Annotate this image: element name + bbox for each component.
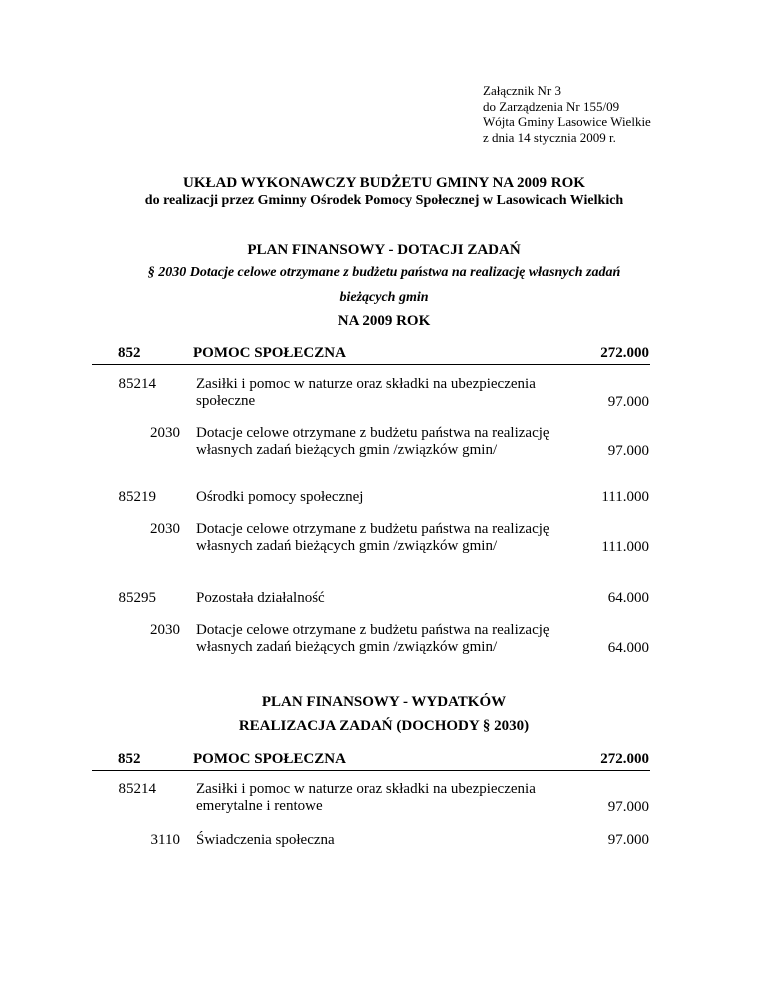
row-amount: 97.000 — [607, 394, 649, 410]
plan1-year: NA 2009 ROK — [337, 313, 431, 329]
row-code: 85295 — [118, 590, 156, 606]
section-amount: 272.000 — [600, 345, 649, 361]
row-description — [196, 622, 576, 656]
row-amount: 97.000 — [607, 443, 649, 459]
row-description — [196, 781, 576, 815]
row-description — [196, 590, 576, 607]
row-description-line: własnych zadań bieżących gmin /związków gmin/ — [196, 442, 498, 458]
annex-line: do Zarządzenia Nr 155/09 — [483, 98, 620, 114]
row-code: 3110 — [150, 832, 180, 848]
row-description-line: Zasiłki i pomoc w naturze oraz składki na ubezpieczenia — [196, 376, 536, 392]
section-name: POMOC SPOŁECZNA — [193, 345, 346, 361]
row-description-line: Zasiłki i pomoc w naturze oraz składki na ubezpieczenia — [196, 781, 536, 797]
row-description — [196, 521, 576, 555]
row-amount: 64.000 — [607, 640, 649, 656]
row-description-line: Dotacje celowe otrzymane z budżetu państwa na realizację — [196, 521, 550, 537]
plan1-heading: PLAN FINANSOWY - DOTACJI ZADAŃ — [247, 242, 521, 258]
row-code: 85214 — [118, 376, 156, 392]
plan1-paragraph-line2: bieżących gmin — [339, 290, 429, 305]
row-amount: 111.000 — [601, 489, 649, 505]
row-description-line: własnych zadań bieżących gmin /związków gmin/ — [196, 639, 498, 655]
plan2-heading: PLAN FINANSOWY - WYDATKÓW — [261, 694, 507, 710]
plan2-subheading: REALIZACJA ZADAŃ (DOCHODY § 2030) — [238, 718, 530, 734]
annex-line: Załącznik Nr 3 — [483, 83, 561, 98]
row-amount: 111.000 — [601, 539, 649, 555]
row-code: 85219 — [118, 489, 156, 505]
row-code: 85214 — [118, 781, 156, 797]
section-rule — [92, 770, 650, 771]
row-description-line: Ośrodki pomocy społecznej — [196, 489, 364, 505]
section-name: POMOC SPOŁECZNA — [193, 751, 346, 767]
row-description — [196, 489, 576, 506]
document-title: UKŁAD WYKONAWCZY BUDŻETU GMINY NA 2009 ROK — [183, 175, 585, 191]
row-description-line: własnych zadań bieżących gmin /związków gmin/ — [196, 538, 498, 554]
row-description-line: emerytalne i rentowe — [196, 798, 323, 814]
row-amount: 64.000 — [607, 590, 649, 606]
annex-line: Wójta Gminy Lasowice Wielkie — [483, 114, 651, 129]
section-amount: 272.000 — [600, 751, 649, 767]
row-description-line: Pozostała działalność — [196, 590, 325, 606]
row-description — [196, 832, 576, 849]
row-description-line: społeczne — [196, 393, 256, 409]
row-code: 2030 — [150, 425, 180, 441]
row-code: 2030 — [150, 521, 180, 537]
row-description-line: Dotacje celowe otrzymane z budżetu państwa na realizację — [196, 622, 550, 638]
annex-header — [483, 83, 651, 145]
section-code: 852 — [118, 751, 141, 767]
row-code: 2030 — [150, 622, 180, 638]
row-description — [196, 376, 576, 410]
plan1-paragraph-line1: § 2030 Dotacje celowe otrzymane z budżetu państwa na realizację własnych zadań — [147, 265, 621, 280]
annex-line: z dnia 14 stycznia 2009 r. — [483, 129, 616, 145]
row-amount: 97.000 — [607, 832, 649, 848]
row-description-line: Dotacje celowe otrzymane z budżetu państwa na realizację — [196, 425, 550, 441]
row-description-line: Świadczenia społeczna — [196, 832, 335, 848]
row-description — [196, 425, 576, 459]
section-rule — [92, 364, 650, 365]
document-subtitle: do realizacji przez Gminny Ośrodek Pomocy Społecznej w Lasowicach Wielkich — [144, 193, 624, 208]
section-code: 852 — [118, 345, 141, 361]
row-amount: 97.000 — [607, 799, 649, 815]
